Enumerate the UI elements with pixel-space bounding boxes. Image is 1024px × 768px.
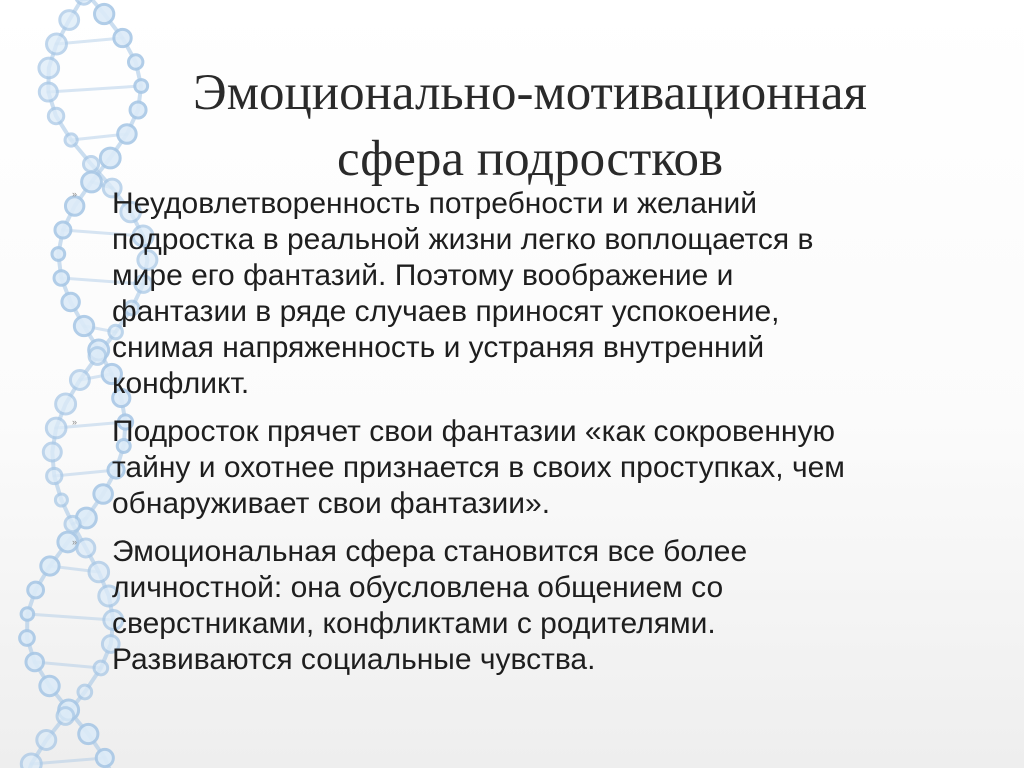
bullet-text-line: Неудовлетворенность потребности и желаний xyxy=(112,187,757,220)
bullet-marker-icon: » xyxy=(72,417,78,427)
bullet-text-line: Развиваются социальные чувства. xyxy=(112,643,596,676)
bullet-text-line: личностной: она обусловлена общением со xyxy=(112,571,724,604)
bullet-list xyxy=(70,186,970,690)
slide-title-line-2: сфера подростков xyxy=(336,131,724,187)
bullet-text-line: обнаруживает свои фантазии». xyxy=(112,487,551,520)
slide-title xyxy=(110,60,950,192)
bullet-item xyxy=(70,414,970,522)
bullet-marker-icon: » xyxy=(72,537,78,547)
bullet-text-line: снимая напряженность и устраняя внутренний xyxy=(112,331,765,364)
bullet-text-line: сверстниками, конфликтами с родителями. xyxy=(112,607,716,640)
bullet-item xyxy=(70,186,970,402)
bullet-text-line: конфликт. xyxy=(112,367,250,400)
bullet-text-line: тайну и охотнее признается в своих проступках, чем xyxy=(112,451,845,484)
bullet-text-line: Эмоциональная сфера становится все более xyxy=(112,535,748,568)
bullet-text-line: подростка в реальной жизни легко воплощается в xyxy=(112,223,814,256)
bullet-text-line: Подросток прячет свои фантазии «как сокровенную xyxy=(112,415,835,448)
bullet-text-line: фантазии в ряде случаев приносят успокоение, xyxy=(112,295,780,328)
slide-title-line-1: Эмоционально-мотивационная xyxy=(193,65,867,121)
bullet-text-line: мире его фантазий. Поэтому воображение и xyxy=(112,259,734,292)
bullet-item xyxy=(70,534,970,678)
bullet-marker-icon: » xyxy=(72,189,78,199)
